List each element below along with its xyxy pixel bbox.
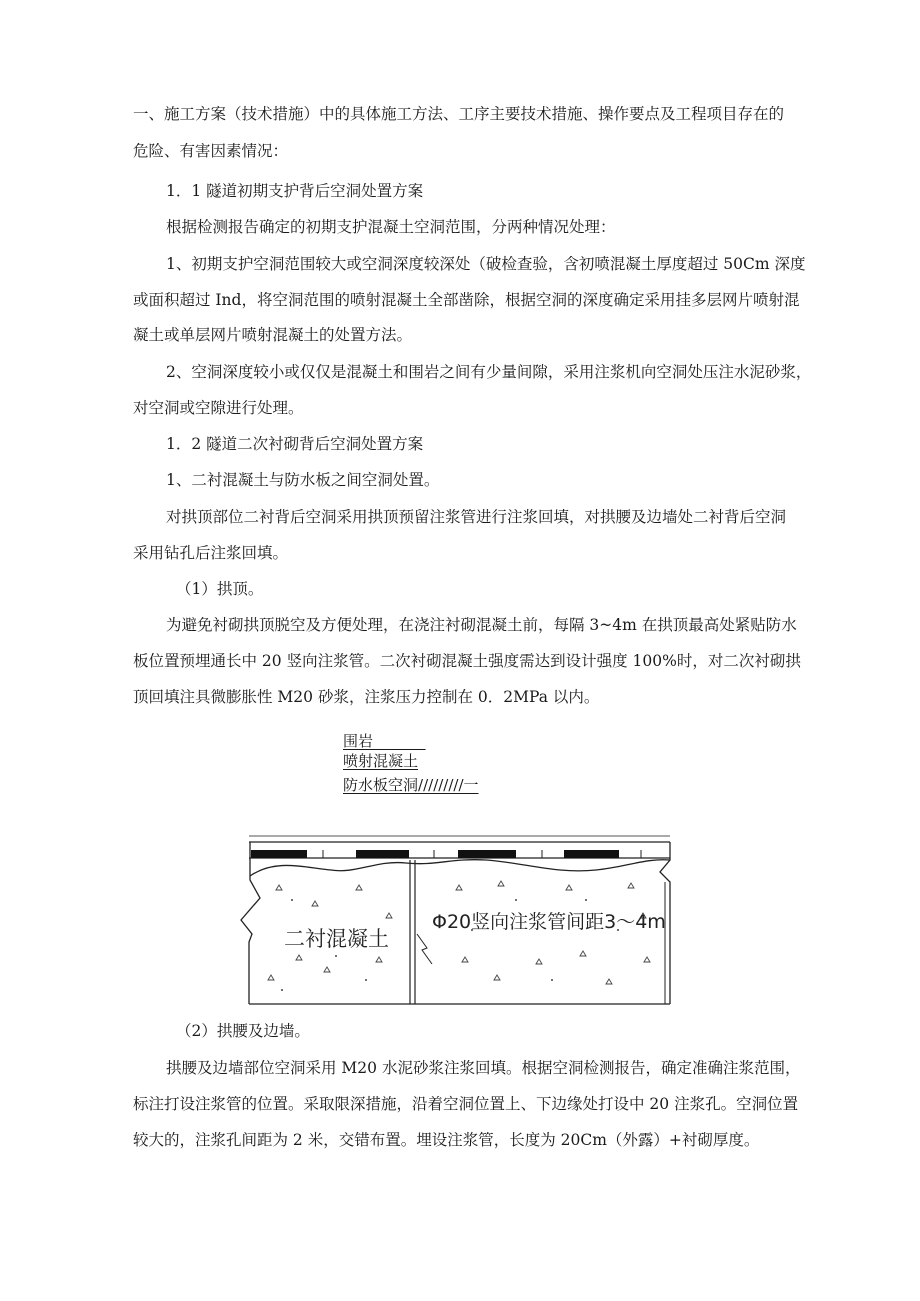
item-1-title: 1、二衬混凝土与防水板之间空洞处置。 <box>166 471 440 489</box>
para-3-line-3: 较大的，注浆孔间距为 2 米，交错布置。埋设注浆管，长度为 20Cm（外露）+衬砌厚度。 <box>133 1131 760 1149</box>
para-1-line-1: 对拱顶部位二衬背后空洞采用拱顶预留注浆管进行注浆回填，对拱腰及边墙处二衬背后空洞 <box>166 508 787 526</box>
para-2-line-3: 顶回填注具微膨胀性 M20 砂浆，注浆压力控制在 0．2MPa 以内。 <box>133 688 600 706</box>
item-2-line-1: 2、空洞深度较小或仅仅是混凝土和围岩之间有少量间隙，采用注浆机向空洞处压注水泥砂浆， <box>166 363 812 381</box>
pipe-leader-line <box>417 934 432 964</box>
sub-2-title: （2）拱腰及边墙。 <box>176 1022 310 1040</box>
subsection-1-1-title: 1．1 隧道初期支护背后空洞处置方案 <box>166 182 424 200</box>
legend-membrane-label: 防水板 <box>343 776 389 794</box>
para-3-line-2: 标注打设注浆管的位置。采取限深措施，沿着空洞位置上、下边缘处打设中 20 注浆孔。空洞位置 <box>133 1095 799 1113</box>
item-1-line-3: 凝土或单层网片喷射混凝土的处置方法。 <box>133 326 413 344</box>
para-2-line-1: 为避免衬砌拱顶脱空及方便处理，在浇注衬砌混凝土前，每隔 3~4m 在拱顶最高处紧贴防水 <box>166 616 797 634</box>
left-break-line <box>241 842 260 1004</box>
legend-rock-tail: ________ <box>373 732 426 750</box>
legend-membrane-void <box>343 775 479 795</box>
legend-shotcrete-label: 喷射混凝土 <box>343 752 419 770</box>
shotcrete-block <box>564 850 619 858</box>
para-1-line-2: 采用钻孔后注浆回填。 <box>133 544 289 562</box>
lining-label: 二衬混凝土 <box>284 927 389 951</box>
legend-void-tail: /////////一 <box>418 776 479 794</box>
void-boundary <box>250 860 670 876</box>
subsection-1-1-intro: 根据检测报告确定的初期支护混凝土空洞范围，分两种情况处理： <box>166 218 616 236</box>
shotcrete-block <box>458 850 516 858</box>
para-2-line-2: 板位置预埋通长中 20 竖向注浆管。二次衬砌混凝土强度需达到设计强度 100%时，对二次衬砌拱 <box>133 652 801 670</box>
item-1-line-1: 1、初期支护空洞范围较大或空洞深度较深处（破检查验，含初喷混凝土厚度超过 50Cm 深度 <box>166 255 806 273</box>
legend-rock <box>343 731 425 751</box>
para-3-line-1: 拱腰及边墙部位空洞采用 M20 水泥砂浆注浆回填。根据空洞检测报告，确定准确注浆范围， <box>166 1059 801 1077</box>
section-heading-line-2: 危险、有害因素情况： <box>133 142 289 160</box>
subsection-1-2-title: 1．2 隧道二次衬砌背后空洞处置方案 <box>166 435 424 453</box>
item-1-line-2: 或面积超过 Ind，将空洞范围的喷射混凝土全部凿除，根据空洞的深度确定采用挂多层网片喷射混 <box>133 291 800 309</box>
tunnel-lining-diagram <box>236 830 678 1010</box>
shotcrete-block <box>251 850 307 858</box>
item-2-line-2: 对空洞或空隙进行处理。 <box>133 399 304 417</box>
legend-void-label: 空洞 <box>388 776 419 794</box>
section-heading-line-1: 一、施工方案（技术措施）中的具体施工方法、工序主要技术措施、操作要点及工程项目存在的 <box>133 105 785 123</box>
shotcrete-block <box>356 850 409 858</box>
pipe-label: Φ20竖向注浆管间距3～4m <box>432 911 666 933</box>
sub-1-title: （1）拱顶。 <box>176 580 264 598</box>
legend-shotcrete <box>343 751 418 771</box>
legend-rock-label: 围岩 <box>343 732 374 750</box>
